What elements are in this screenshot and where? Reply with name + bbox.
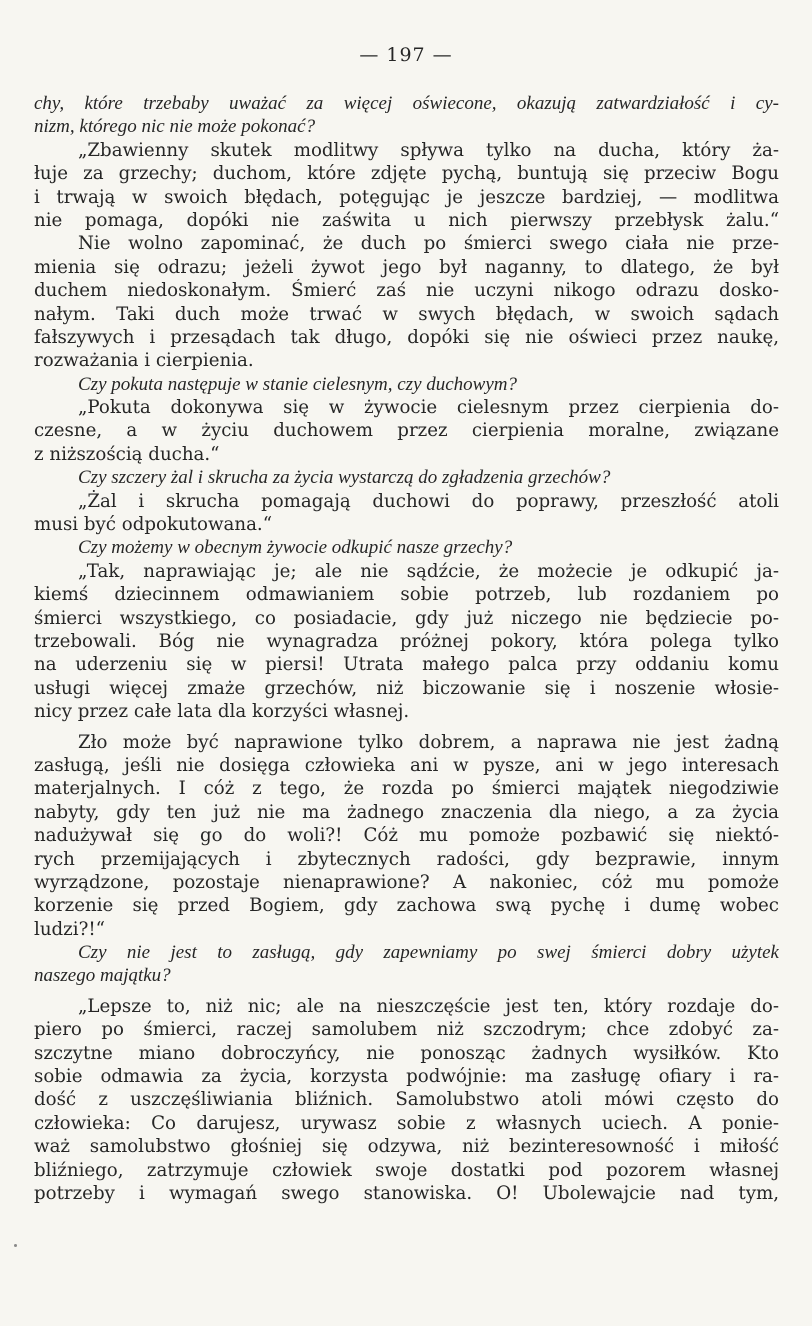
text-line: waż samolubstwo głośniej się odzywa, niż bezinteresowność i miłość bbox=[34, 1136, 779, 1158]
text-line: wyrządzone, pozostaje nienaprawione? A nakoniec, cóż mu pomoże bbox=[34, 871, 779, 893]
question-line: Czy nie jest to zasługą, gdy zapewniamy po swej śmierci dobry użytek bbox=[78, 942, 779, 964]
text-line: rozważania i cierpienia. bbox=[34, 350, 254, 372]
page-text bbox=[34, 92, 779, 1205]
text-line: „Żal i skrucha pomagają duchowi do poprawy, przeszłość atoli bbox=[78, 490, 779, 512]
paper-speck bbox=[14, 1244, 17, 1247]
text-line: mienia się odrazu; jeżeli żywot jego był naganny, to dlatego, że był bbox=[34, 256, 779, 278]
question-line: Czy możemy w obecnym żywocie odkupić nasze grzechy? bbox=[78, 537, 513, 559]
text-line: nabyty, gdy ten już nie ma żadnego znaczenia dla niego, a za życia bbox=[34, 801, 779, 823]
text-line: piero po śmierci, raczej samolubem niż szczodrym; chce zdobyć za- bbox=[34, 1019, 779, 1041]
text-line: zasługą, jeśli nie dosięga człowieka ani w pysze, ani w jego interesach bbox=[34, 754, 779, 776]
question-line: naszego majątku? bbox=[34, 965, 171, 987]
text-line: czesne, a w życiu duchowem przez cierpienia moralne, związane bbox=[34, 420, 779, 442]
text-line: na uderzeniu się w piersi! Utrata małego palca przy oddaniu komu bbox=[34, 654, 779, 676]
text-line: fałszywych i przesądach tak długo, dopóki się nie oświeci przez naukę, bbox=[34, 326, 779, 348]
question-line: nizm, którego nic nie może pokonać? bbox=[34, 116, 316, 138]
text-line: szczytne miano dobroczyńcy, nie ponosząc żadnych wysiłków. Kto bbox=[34, 1042, 779, 1064]
text-line: Nie wolno zapominać, że duch po śmierci swego ciała nie prze- bbox=[78, 233, 779, 255]
text-line: ludzi?!“ bbox=[34, 918, 105, 940]
text-line: śmierci wszystkiego, co posiadacie, gdy już niczego nie będziecie po- bbox=[34, 607, 779, 629]
text-line: materjalnych. I cóż z tego, że rozda po śmierci majątek niegodziwie bbox=[34, 778, 779, 800]
text-line: i trwają w swoich błędach, potęgując je jeszcze bardziej, — modlitwa bbox=[34, 186, 779, 208]
text-line: bliźniego, zatrzymuje człowiek swoje dostatki pod pozorem własnej bbox=[34, 1159, 779, 1181]
text-line: łuje za grzechy; duchom, które zdjęte pychą, buntują się przeciw Bogu bbox=[34, 163, 779, 185]
text-line: musi być odpokutowana.“ bbox=[34, 514, 273, 536]
text-line: z niższością ducha.“ bbox=[34, 443, 220, 465]
text-line: „Lepsze to, niż nic; ale na nieszczęście jest ten, który rozdaje do- bbox=[78, 995, 779, 1017]
text-line: człowieka: Co darujesz, urywasz sobie z własnych uciech. A ponie- bbox=[34, 1112, 779, 1134]
question-line: Czy szczery żal i skrucha za życia wystarczą do zgładzenia grzechów? bbox=[78, 467, 611, 489]
question-line: Czy pokuta następuje w stanie cielesnym, czy duchowym? bbox=[78, 373, 518, 395]
text-line: potrzeby i wymagań swego stanowiska. O! Ubolewajcie nad tym, bbox=[34, 1182, 779, 1204]
text-line: rych przemijających i zbytecznych radości, gdy bezprawie, innym bbox=[34, 848, 779, 870]
text-line: usługi więcej zmaże grzechów, niż biczowanie się i noszenie włosie- bbox=[34, 677, 779, 699]
text-line: korzenie się przed Bogiem, gdy zachowa swą pychę i dumę wobec bbox=[34, 895, 779, 917]
text-line: dość z uszczęśliwiania bliźnich. Samolubstwo atoli mówi często do bbox=[34, 1089, 779, 1111]
text-line: duchem niedoskonałym. Śmierć zaś nie uczyni nikogo odrazu dosko- bbox=[34, 280, 779, 302]
question-line: chy, które trzebaby uważać za więcej oświecone, okazują zatwardziałość i cy- bbox=[34, 93, 779, 114]
page-number: — 197 — bbox=[359, 44, 453, 66]
text-line: nie pomaga, dopóki nie zaświta u nich pierwszy przebłysk żalu.“ bbox=[34, 209, 779, 231]
text-line: nadużywał się go do woli?! Cóż mu pomoże pozbawić się niektó- bbox=[34, 825, 779, 847]
text-line: kiemś dziecinnem odmawianiem sobie potrzeb, lub rozdaniem po bbox=[34, 584, 779, 606]
text-line: „Zbawienny skutek modlitwy spływa tylko na ducha, który ża- bbox=[78, 139, 779, 161]
text-line: „Tak, naprawiając je; ale nie sądźcie, że możecie je odkupić ja- bbox=[78, 560, 779, 582]
text-line: „Pokuta dokonywa się w żywocie cielesnym przez cierpienia do- bbox=[78, 397, 779, 419]
text-line: Zło może być naprawione tylko dobrem, a naprawa nie jest żadną bbox=[78, 731, 779, 753]
text-line: nicy przez całe lata dla korzyści własnej. bbox=[34, 701, 410, 723]
text-line: trzebowali. Bóg nie wynagradza próżnej pokory, która polega tylko bbox=[34, 630, 779, 652]
text-line: nałym. Taki duch może trwać w swych błędach, w swoich sądach bbox=[34, 303, 779, 325]
text-line: sobie odmawia za życia, korzysta podwójnie: ma zasługę ofiary i ra- bbox=[34, 1066, 779, 1088]
